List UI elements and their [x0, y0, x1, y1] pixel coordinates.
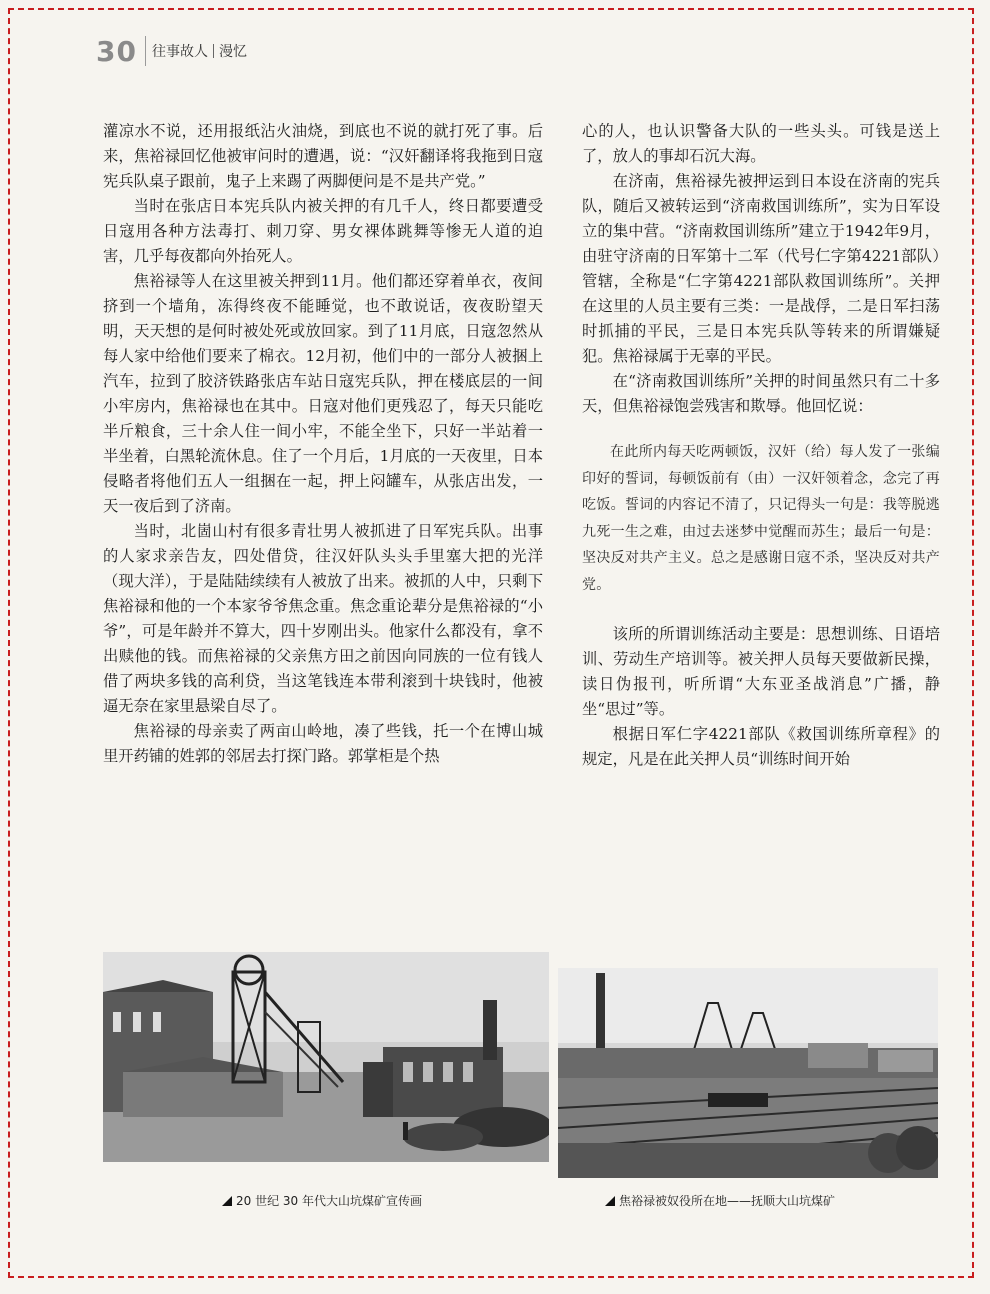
- subsection-title: 漫忆: [218, 44, 247, 60]
- paragraph: 心的人，也认识警备大队的一些头头。可钱是送上了，放人的事却石沉大海。: [582, 122, 940, 165]
- header-divider: [145, 36, 146, 66]
- header-separator: [213, 44, 214, 58]
- paragraph: 焦裕禄等人在这里被关押到11月。他们都还穿着单衣，夜间挤到一个墙角，冻得终夜不能睡觉，也不敢说话，夜夜盼望天明，天天想的是何时被处死或放回家。到了11月底，日寇忽然从每人家中给他们要来了棉衣。12月初，他们中的一部分人被捆上汽车，拉到了胶济铁路张店车站日寇宪兵队，押在楼底层的一间小牢房内，焦裕禄也在其中。日寇对他们更残忍了，每天只能吃半斤粮食，三十余人住一间小牢，不能全坐下，只好一半站着一半坐着，白黑轮流休息。住了一个月后，1月底的一天夜里，日本侵略者将他们五人一组捆在一起，押上闷罐车，从张店出发，一天一夜后到了济南。: [103, 272, 543, 515]
- paragraph: 灌凉水不说，还用报纸沾火油烧，到底也不说的就打死了事。后来，焦裕禄回忆他被审问时的遭遇，说：“汉奸翻译将我拖到日寇宪兵队桌子跟前，鬼子上来踢了两脚便问是不是共产党。”: [103, 122, 543, 190]
- paragraph: 在济南，焦裕禄先被押运到日本设在济南的宪兵队，随后又被转运到“济南救国训练所”，实为日军设立的集中营。“济南救国训练所”建立于1942年9月，由驻守济南的日军第十二军（代号仁字第4221部队）管辖，全称是“仁字第4221部队救国训练所”。关押在这里的人员主要有三类：一是战俘，二是日军扫荡时抓捕的平民，三是日本宪兵队等转来的所谓嫌疑犯。焦裕禄属于无辜的平民。: [582, 172, 940, 365]
- page-number: 30: [96, 34, 137, 68]
- section-title: 往事故人: [151, 44, 208, 60]
- paragraph: 在“济南救国训练所”关押的时间虽然只有二十多天，但焦裕禄饱尝残害和欺辱。他回忆说：: [582, 372, 940, 415]
- paragraph: 当时，北崮山村有很多青壮男人被抓进了日军宪兵队。出事的人家求亲告友，四处借贷，往汉奸队头头手里塞大把的光洋（现大洋），于是陆陆续续有人被放了出来。被抓的人中，只剩下焦裕禄和他的一个本家爷爷焦念重。焦念重论辈分是焦裕禄的“小爷”，可是年龄并不算大，四十岁刚出头。他家什么都没有，拿不出赎他的钱。而焦裕禄的父亲焦方田之前因向同族的一位有钱人借了两块多钱的高利贷，当这笔钱连本带利滚到十块钱时，他被逼无奈在家里悬梁自尽了。: [103, 522, 543, 715]
- paragraph: 当时在张店日本宪兵队内被关押的有几千人，终日都要遭受日寇用各种方法毒打、刺刀穿、男女裸体跳舞等惨无人道的迫害，几乎每夜都向外抬死人。: [103, 197, 543, 265]
- caption-text: 20 世纪 30 年代大山坑煤矿宣传画: [236, 1194, 422, 1208]
- caption-text: 焦裕禄被奴役所在地——抚顺大山坑煤矿: [619, 1194, 836, 1208]
- colliery-propaganda-image: [103, 952, 549, 1162]
- fushun-colliery-photo: [558, 968, 938, 1178]
- left-column: [103, 119, 543, 769]
- paragraph: 焦裕禄的母亲卖了两亩山岭地，凑了些钱，托一个在博山城里开药铺的姓郭的邻居去打探门路。郭掌柜是个热: [103, 722, 543, 765]
- page-header: [96, 34, 247, 68]
- paragraph: 该所的所谓训练活动主要是：思想训练、日语培训、劳动生产培训等。被关押人员每天要做新民操，读日伪报刊，听所谓“大东亚圣战消息”广播，静坐“思过”等。: [582, 625, 940, 718]
- block-quote: 在此所内每天吃两顿饭，汉奸（给）每人发了一张编印好的誓词，每顿饭前有（由）一汉奸领着念，念完了再吃饭。誓词的内容记不清了，只记得头一句是：我等脱逃九死一生之难，由过去迷梦中觉醒而苏生；最后一句是：坚决反对共产主义。总之是感谢日寇不杀，坚决反对共产党。: [582, 444, 940, 593]
- paragraph: 根据日军仁字4221部队《救国训练所章程》的规定，凡是在此关押人员“训练时间开始: [582, 725, 940, 768]
- caption-marker-icon: [605, 1196, 615, 1206]
- right-column: [582, 119, 940, 772]
- left-image-caption: [222, 1192, 422, 1209]
- caption-marker-icon: [222, 1196, 232, 1206]
- right-image-caption: [605, 1192, 835, 1209]
